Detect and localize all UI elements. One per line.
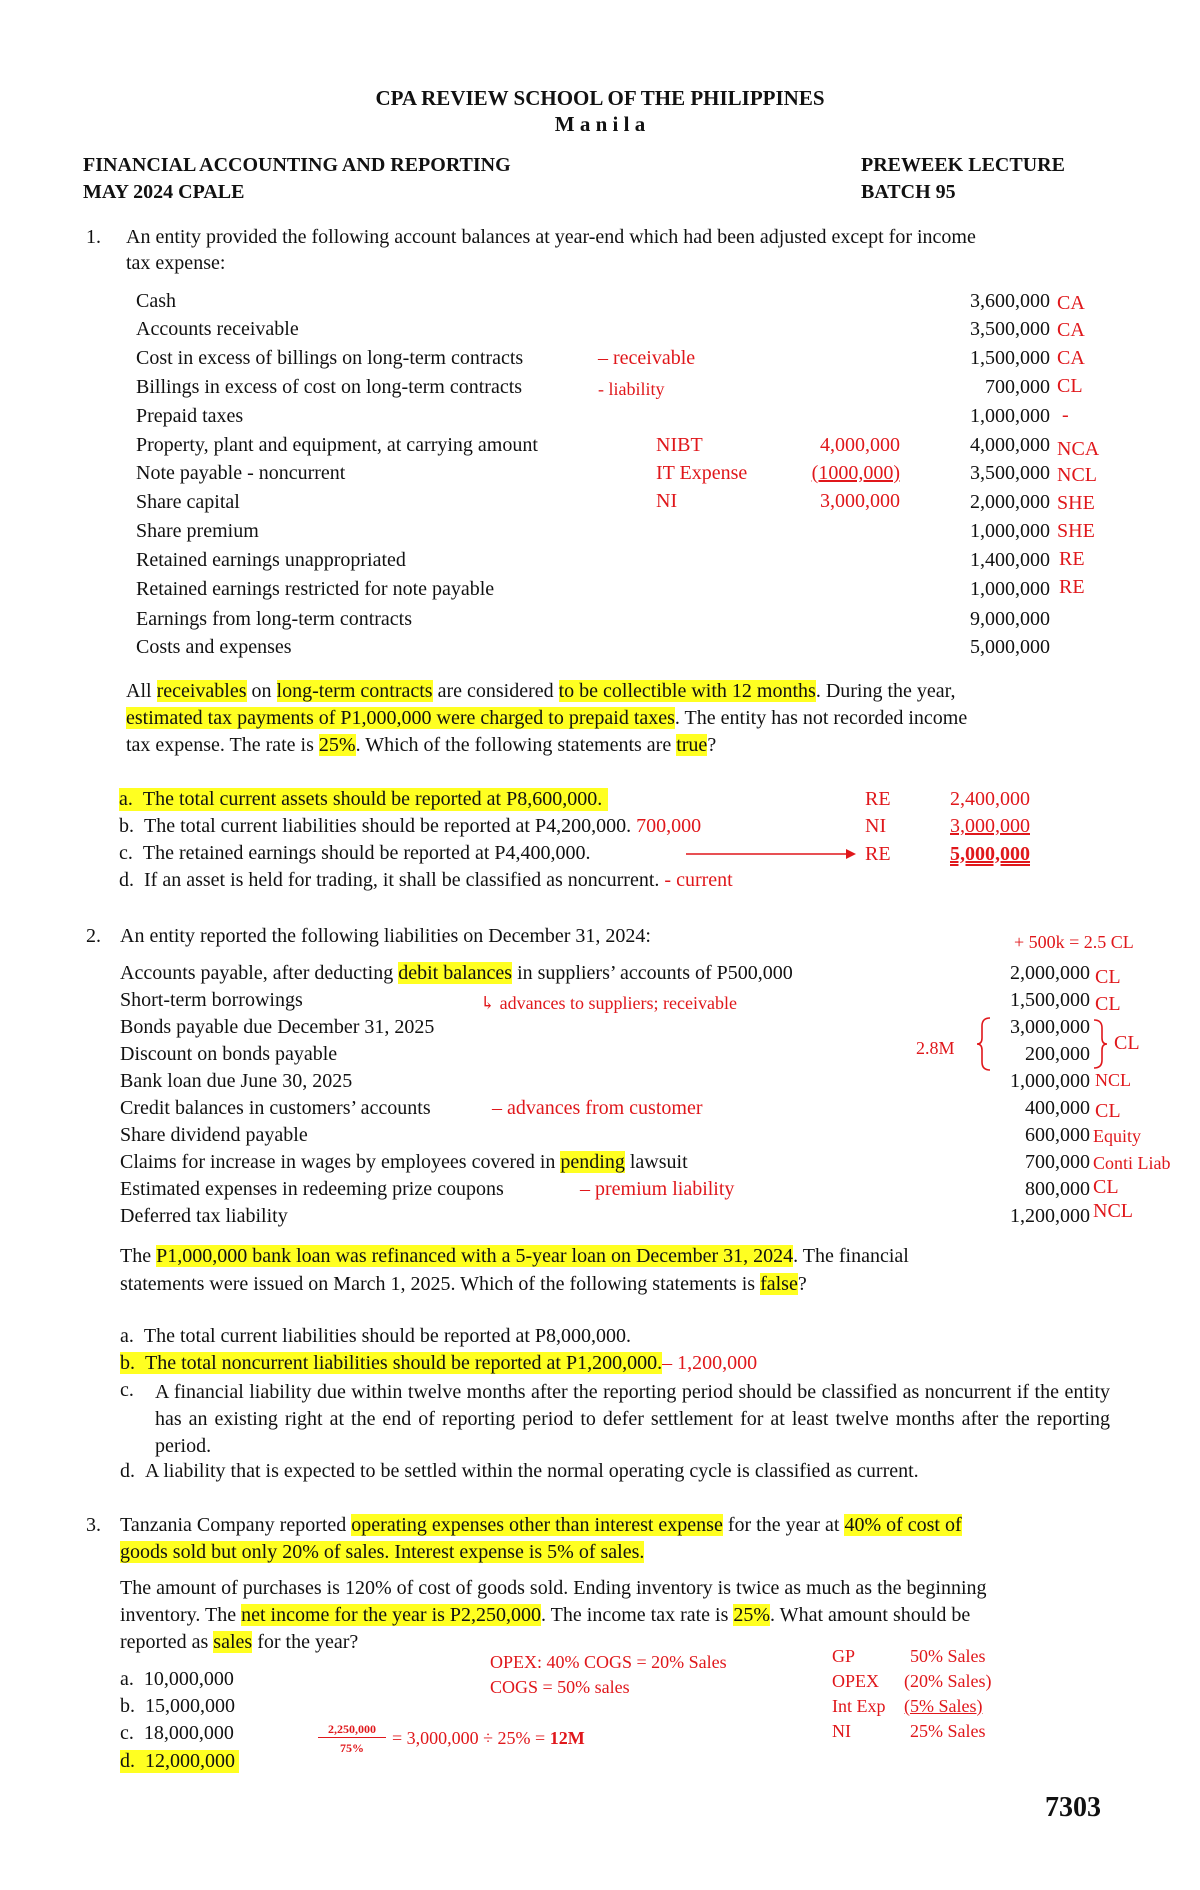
account-name: Note payable - noncurrent: [136, 462, 346, 484]
exam-title: MAY 2024 CPALE: [83, 181, 245, 203]
q2-number: 2.: [86, 925, 101, 947]
liability-note: ↳ advances to suppliers; receivable: [480, 993, 737, 1013]
q3-stem-line1: Tanzania Company reported operating expenses other than interest expense for the year at 40% of cost of: [120, 1514, 962, 1536]
q1-paragraph-line2: estimated tax payments of P1,000,000 were charged to prepaid taxes. The entity has not recorded income: [126, 707, 968, 729]
liability-tag: Conti Liab: [1093, 1153, 1171, 1173]
account-name: Cash: [136, 290, 176, 312]
account-amount: 3,500,000: [970, 318, 1050, 340]
q3-choice-b: b. 15,000,000: [120, 1695, 235, 1717]
liability-name: Short-term borrowings: [120, 989, 303, 1011]
liability-tag: Equity: [1093, 1126, 1141, 1146]
liability-amount: 700,000: [1025, 1151, 1090, 1173]
liability-tag: CL: [1095, 993, 1121, 1015]
re-calc-value: 5,000,000: [950, 843, 1030, 865]
liability-name: Claims for increase in wages by employees covered in pending lawsuit: [120, 1151, 688, 1173]
q3-paragraph-line2: inventory. The net income for the year is P2,250,000. The income tax rate is 25%. What amount should be: [120, 1604, 971, 1626]
calc-value: 4,000,000: [820, 434, 900, 456]
calc-value: 3,000,000: [820, 490, 900, 512]
is-label: Int Exp: [832, 1696, 886, 1716]
re-calc-label: RE: [865, 788, 891, 810]
liability-tag: NCL: [1095, 1070, 1131, 1090]
account-amount: 1,500,000: [970, 347, 1050, 369]
is-value: 25% Sales: [910, 1721, 986, 1741]
account-amount: 9,000,000: [970, 608, 1050, 630]
q3-choice-d: d. 12,000,000: [120, 1750, 239, 1773]
liability-amount: 600,000: [1025, 1124, 1090, 1146]
batch-title: BATCH 95: [861, 181, 956, 203]
liability-name: Deferred tax liability: [120, 1205, 288, 1227]
account-name: Prepaid taxes: [136, 405, 244, 427]
account-name: Retained earnings unappropriated: [136, 549, 406, 571]
calc-label: NI: [656, 490, 678, 512]
liability-name: Share dividend payable: [120, 1124, 308, 1146]
q1-paragraph-line3: tax expense. The rate is 25%. Which of the following statements are true?: [126, 734, 717, 756]
bond-note: 2.8M: [916, 1038, 955, 1058]
account-amount: 700,000: [985, 376, 1050, 398]
liability-tag: NCL: [1093, 1200, 1133, 1222]
subject-title: FINANCIAL ACCOUNTING AND REPORTING: [83, 154, 511, 176]
q1-choice-a: a. The total current assets should be reported at P8,600,000.: [119, 788, 608, 811]
account-name: Costs and expenses: [136, 636, 292, 658]
liability-name: Bonds payable due December 31, 2025: [120, 1016, 435, 1038]
calc-value: (1000,000): [811, 462, 900, 484]
arrow-icon: [686, 846, 856, 862]
account-amount: 2,000,000: [970, 491, 1050, 513]
calc-label: NIBT: [656, 434, 703, 456]
liability-note: – premium liability: [580, 1178, 735, 1200]
fraction-numerator: 2,250,000: [318, 1723, 386, 1738]
cogs-note: COGS = 50% sales: [490, 1677, 630, 1697]
liability-name: Accounts payable, after deducting debit balances in suppliers’ accounts of P500,000: [120, 962, 793, 984]
page-number: 7303: [1045, 1792, 1101, 1823]
account-amount: 4,000,000: [970, 434, 1050, 456]
account-tag: RE: [1059, 548, 1085, 570]
is-value: 50% Sales: [910, 1646, 986, 1666]
calc-label: IT Expense: [656, 462, 748, 484]
account-tag: SHE: [1057, 520, 1095, 542]
liability-name: Discount on bonds payable: [120, 1043, 338, 1065]
fraction-denominator: 75%: [340, 1742, 364, 1752]
is-value: (20% Sales): [904, 1671, 992, 1691]
liability-name: Estimated expenses in redeeming prize coupons: [120, 1178, 504, 1200]
q1-choice-d: d. If an asset is held for trading, it shall be classified as noncurrent. - current: [119, 869, 733, 891]
q3-choice-a: a. 10,000,000: [120, 1668, 234, 1690]
account-tag: CL: [1057, 375, 1083, 397]
liability-amount: 3,000,000: [1010, 1016, 1090, 1038]
account-note: – receivable: [598, 347, 696, 369]
q3-stem-line2: goods sold but only 20% of sales. Interest expense is 5% of sales.: [120, 1541, 645, 1563]
liability-amount: 800,000: [1025, 1178, 1090, 1200]
liability-amount: 1,500,000: [1010, 989, 1090, 1011]
account-tag: CA: [1057, 347, 1085, 369]
school-city: M a n i l a: [554, 112, 646, 136]
account-amount: 1,000,000: [970, 405, 1050, 427]
account-tag: -: [1062, 404, 1069, 426]
account-tag: RE: [1059, 576, 1085, 598]
account-amount: 3,600,000: [970, 290, 1050, 312]
is-label: OPEX: [832, 1671, 880, 1691]
lecture-title: PREWEEK LECTURE: [861, 154, 1065, 176]
account-name: Share premium: [136, 520, 259, 542]
account-note: - liability: [598, 379, 665, 399]
account-amount: 1,400,000: [970, 549, 1050, 571]
liability-tag: CL: [1095, 966, 1121, 988]
account-tag: NCA: [1057, 438, 1100, 460]
liability-note: – advances from customer: [492, 1097, 703, 1119]
q1-choice-c: c. The retained earnings should be reported at P4,400,000.: [119, 842, 591, 864]
liability-tag: CL: [1095, 1100, 1121, 1122]
account-name: Earnings from long-term contracts: [136, 608, 413, 630]
is-label: NI: [832, 1721, 851, 1741]
q3-choice-c: c. 18,000,000: [120, 1722, 234, 1744]
is-label: GP: [832, 1646, 856, 1666]
liability-amount: 200,000: [1025, 1043, 1090, 1065]
q1-paragraph-line1: All receivables on long-term contracts are considered to be collectible with 12 months. During the year,: [126, 680, 956, 702]
q1-stem-line1: An entity provided the following account balances at year-end which had been adjusted except for income: [126, 226, 976, 248]
opex-note: OPEX: 40% COGS = 20% Sales: [490, 1652, 727, 1672]
q2-choice-c-text: A financial liability due within twelve months after the reporting period should be classified as noncurrent if the entity has an existing right at the end of reporting period to defer settlement for at least twelve months after the reporting period.: [155, 1381, 1110, 1457]
account-amount: 5,000,000: [970, 636, 1050, 658]
sales-calc: = 3,000,000 ÷ 25% = 12M: [392, 1728, 585, 1748]
q3-number: 3.: [86, 1514, 101, 1536]
q2-choice-d: d. A liability that is expected to be settled within the normal operating cycle is classified as current.: [120, 1460, 919, 1482]
re-calc-value: 2,400,000: [950, 788, 1030, 810]
is-value: (5% Sales): [904, 1696, 983, 1716]
q3-paragraph-line1: The amount of purchases is 120% of cost of goods sold. Ending inventory is twice as much as the beginning: [120, 1577, 987, 1599]
re-calc-value: 3,000,000: [950, 815, 1030, 837]
q2-choice-c-letter: c.: [120, 1379, 134, 1401]
liability-name: Credit balances in customers’ accounts: [120, 1097, 431, 1119]
liability-tag: CL: [1093, 1176, 1119, 1198]
q2-paragraph-line1: The P1,000,000 bank loan was refinanced with a 5-year loan on December 31, 2024. The financial: [120, 1245, 909, 1267]
account-name: Accounts receivable: [136, 318, 299, 340]
liability-amount: 400,000: [1025, 1097, 1090, 1119]
q3-paragraph-line3: reported as sales for the year?: [120, 1631, 359, 1653]
re-calc-label: RE: [865, 843, 891, 865]
account-name: Cost in excess of billings on long-term contracts: [136, 347, 524, 369]
school-name: CPA REVIEW SCHOOL OF THE PHILIPPINES: [375, 86, 825, 110]
liability-amount: 2,000,000: [1010, 962, 1090, 984]
liability-name: Bank loan due June 30, 2025: [120, 1070, 353, 1092]
q2-choice-a: a. The total current liabilities should be reported at P8,000,000.: [120, 1325, 631, 1347]
account-tag: CA: [1057, 319, 1085, 341]
account-tag: NCL: [1057, 464, 1097, 486]
q2-choice-b: b. The total noncurrent liabilities should be reported at P1,200,000.– 1,200,000: [120, 1352, 758, 1374]
q2-stem: An entity reported the following liabilities on December 31, 2024:: [120, 925, 651, 947]
re-calc-label: NI: [865, 815, 887, 837]
right-brace-icon: [1092, 1018, 1108, 1070]
account-name: Billings in excess of cost on long-term contracts: [136, 376, 523, 398]
q2-paragraph-line2: statements were issued on March 1, 2025. Which of the following statements is false?: [120, 1273, 807, 1295]
account-name: Share capital: [136, 491, 240, 513]
q1-number: 1.: [86, 226, 101, 248]
account-tag: SHE: [1057, 492, 1095, 514]
account-name: Retained earnings restricted for note payable: [136, 578, 495, 600]
account-tag: CA: [1057, 292, 1085, 314]
account-amount: 1,000,000: [970, 520, 1050, 542]
account-amount: 1,000,000: [970, 578, 1050, 600]
bond-tag: CL: [1114, 1032, 1140, 1054]
left-brace-icon: [976, 1016, 992, 1072]
q1-choice-b: b. The total current liabilities should be reported at P4,200,000. 700,000: [119, 815, 702, 837]
account-name: Property, plant and equipment, at carrying amount: [136, 434, 538, 456]
liability-amount: 1,000,000: [1010, 1070, 1090, 1092]
account-amount: 3,500,000: [970, 462, 1050, 484]
q1-stem-line2: tax expense:: [126, 252, 226, 274]
liability-amount: 1,200,000: [1010, 1205, 1090, 1227]
q2-top-note: + 500k = 2.5 CL: [1014, 932, 1134, 952]
